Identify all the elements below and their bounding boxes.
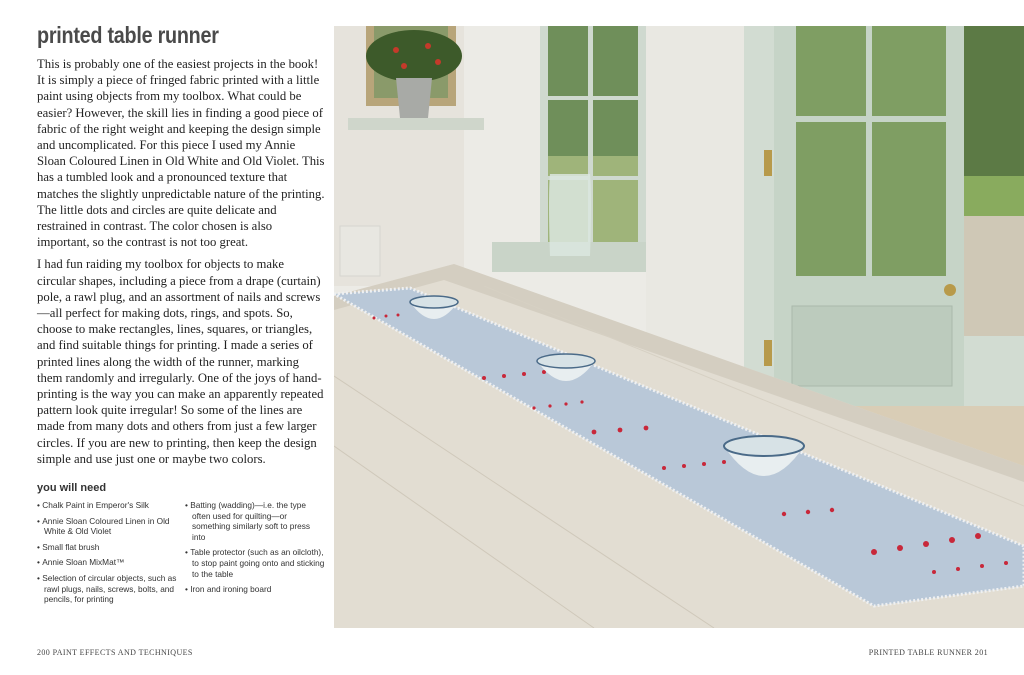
list-item: • Annie Sloan MixMat™: [37, 557, 177, 568]
door-knob: [944, 284, 956, 296]
table-runner-photo: [334, 26, 1024, 628]
footer-left: 200 PAINT EFFECTS AND TECHNIQUES: [37, 648, 193, 657]
glass-jar: [549, 174, 591, 256]
list-item: • Annie Sloan Coloured Linen in Old White & Old Violet: [37, 516, 177, 537]
page-title: printed table runner: [37, 22, 219, 48]
list-item: • Small flat brush: [37, 542, 177, 553]
materials-list-right: [185, 500, 325, 600]
flower-pot: [396, 78, 432, 118]
list-item: • Batting (wadding)—i.e. the type often used for quilting—or something similarly soft to press into: [185, 500, 325, 542]
paragraph-2: I had fun raiding my toolbox for objects to make circular shapes, including a piece from a drape (curtain) pole, a rawl plug, and an assortment of nails and screws—all perfect for making dots, rings, and spots. So, choose to make rectangles, lines, squares, or triangles, and find suitable things for printing. I made a series of printed lines along the width of the runner, marking them randomly and irregularly. One of the joys of hand-printing is the way you can make an apparently repeated pattern look quite irregular! So some of the lines are made from many dots and others from just a few larger circles. If you are new to printing, then keep the design simple and use just one or maybe two colors.: [37, 257, 324, 466]
list-item: • Selection of circular objects, such as rawl plugs, nails, screws, bolts, and pencils, for printing: [37, 573, 177, 605]
paragraph-1: This is probably one of the easiest projects in the book! It is simply a piece of fringed fabric printed with a little paint using objects from my toolbox. What could be easier? However, the skill lies in finding a good piece of fabric of the right weight and keeping the design simple and uncomplicated. For this piece I used my Annie Sloan Coloured Linen in Old White and Old Violet. This has a tumbled look and a pronounced texture that matches the slightly unpredictable nature of the printing. The little dots and circles are quite delicate and restrained in contrast. The color chosen is also important, so the contrast is not too great.: [37, 57, 325, 250]
body-text: [37, 56, 325, 473]
list-item: • Table protector (such as an oilcloth), to stop paint going onto and sticking to the table: [185, 547, 325, 579]
list-item: • Iron and ironing board: [185, 584, 325, 595]
chair: [340, 226, 380, 276]
list-item: • Chalk Paint in Emperor's Silk: [37, 500, 177, 511]
window-sill: [348, 118, 484, 130]
photo-illustration: [334, 26, 1024, 628]
materials-list-left: [37, 500, 177, 610]
footer-right: PRINTED TABLE RUNNER 201: [868, 648, 988, 657]
potted-plant: [366, 30, 462, 82]
you-will-need-heading: you will need: [37, 482, 107, 494]
